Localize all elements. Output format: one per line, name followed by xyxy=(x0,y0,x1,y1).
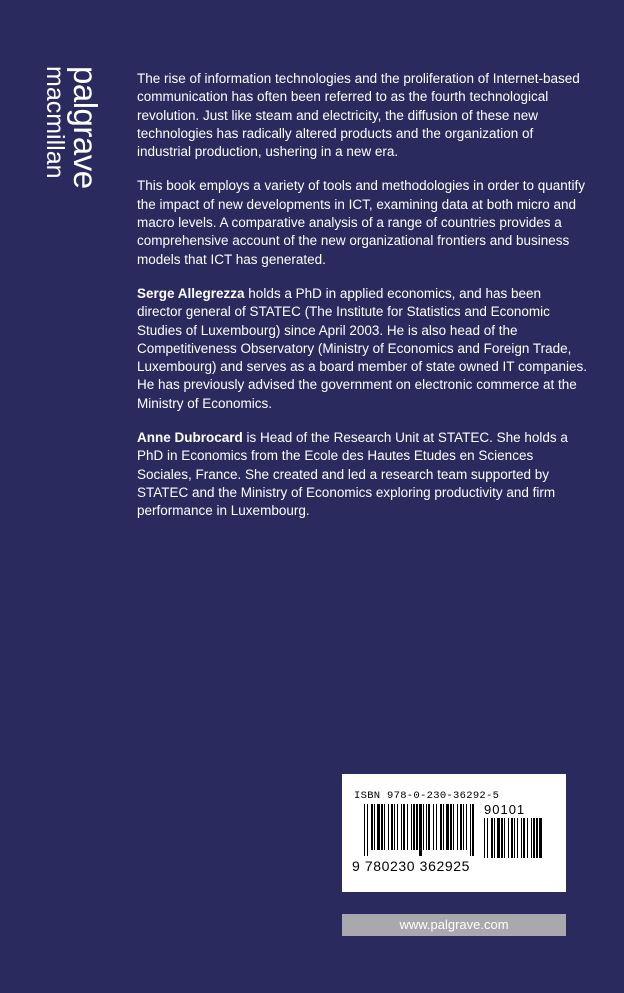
publisher-logo xyxy=(40,66,102,206)
barcode-bar xyxy=(364,804,365,856)
barcode-bar xyxy=(523,818,525,858)
barcode-bar xyxy=(453,804,454,850)
website-link[interactable]: www.palgrave.com xyxy=(342,914,566,936)
barcode-bar xyxy=(428,804,430,850)
barcode-bar xyxy=(443,804,444,850)
barcode-bar xyxy=(419,804,422,856)
barcode-bar xyxy=(411,804,412,850)
logo-palgrave: palgrave xyxy=(67,66,104,189)
barcode-bar xyxy=(384,804,385,850)
barcode-bar xyxy=(433,804,434,850)
barcode-bar xyxy=(367,804,368,856)
barcode-bar xyxy=(466,804,467,850)
back-cover-blurb xyxy=(137,70,589,537)
barcode-bar xyxy=(491,818,493,858)
barcode-bar xyxy=(403,804,405,850)
author-bio-text-2: is Head of the Research Unit at STATEC. She holds a PhD in Economics from the Ecole des Hautes Etudes en Sciences Sociales, France. She created and led a research team supported by STATEC and the Ministry of Economics exploring productivity and firm performance in Luxembourg. xyxy=(137,430,568,519)
barcode-bar xyxy=(460,804,462,850)
barcode-bar xyxy=(508,818,509,858)
isbn-barcode xyxy=(342,774,566,892)
blurb-paragraph-book: This book employs a variety of tools and methodologies in order to quantify the impact of new developments in ICT, examining data at both micro and macro levels. A comparative analysis of a range of countries provides a comprehensive account of the new organizational frontiers and business models that ICT has generated. xyxy=(137,178,585,267)
barcode-bar xyxy=(539,818,542,858)
barcode-bar xyxy=(511,818,513,858)
barcode-bar xyxy=(381,804,383,850)
barcode-bar xyxy=(457,804,458,850)
barcode-bar xyxy=(436,804,437,850)
barcode-bar xyxy=(388,804,389,850)
author-bio-2 xyxy=(137,429,589,520)
barcode-bar xyxy=(504,818,505,858)
barcode-bar xyxy=(446,804,449,850)
barcode-bar xyxy=(521,818,522,858)
barcode-bar xyxy=(413,804,415,850)
barcode-main-bars xyxy=(364,804,476,856)
barcode-bar xyxy=(463,804,464,850)
barcode-bar xyxy=(517,818,518,858)
barcode-bar xyxy=(423,804,424,850)
barcode-bar xyxy=(533,818,535,858)
barcode-bar xyxy=(487,818,488,858)
author-bio-text-1: holds a PhD in applied economics, and has been director general of STATEC (The Institute for Statistics and Economic Studies of Luxembourg) since April 2003. He is also head of the Competitiveness Observatory (Ministry of Economics and Foreign Trade, Luxembourg) and serves as a board member of state owned IT companies. He has previously advised the government on electronic commerce at the Ministry of Economics. xyxy=(137,285,587,411)
barcode-addon-bars xyxy=(484,818,542,866)
logo-macmillan: macmillan xyxy=(41,66,69,179)
author-name-1: Serge Allegrezza xyxy=(137,285,245,301)
barcode-bar xyxy=(497,818,500,858)
isbn-digits: 9 780230 362925 xyxy=(352,858,470,874)
barcode-bar xyxy=(407,804,408,850)
barcode-bar xyxy=(531,818,532,858)
barcode-bar xyxy=(440,804,442,850)
barcode-bar xyxy=(401,804,402,850)
barcode-bar xyxy=(391,804,393,850)
author-name-2: Anne Dubrocard xyxy=(137,430,243,446)
barcode-bar xyxy=(527,818,528,858)
barcode-bar xyxy=(371,804,373,850)
barcode-bar xyxy=(394,804,395,850)
isbn-label: ISBN 978-0-230-36292-5 xyxy=(354,790,500,802)
author-bio-1 xyxy=(137,285,589,413)
barcode-bar xyxy=(377,804,380,850)
barcode-bar xyxy=(501,818,503,858)
blurb-paragraph-intro: The rise of information technologies and the proliferation of Internet-based communication has often been referred to as the fourth technological revolution. Just like steam and electricity, the diffusion of these new technologies has radically altered products and the organization of industrial production, ushering in a new era. xyxy=(137,71,580,160)
barcode-bar xyxy=(536,818,538,858)
barcode-bar xyxy=(397,804,398,850)
barcode-bar xyxy=(426,804,427,850)
barcode-bar xyxy=(484,818,485,858)
barcode-bar xyxy=(472,804,474,856)
barcode-bar xyxy=(416,804,418,850)
barcode-bar xyxy=(450,804,452,850)
barcode-addon-number: 90101 xyxy=(484,802,526,817)
barcode-bar xyxy=(374,804,375,850)
barcode-bar xyxy=(514,818,515,858)
barcode-bar xyxy=(470,804,471,856)
barcode-bar xyxy=(494,818,495,858)
